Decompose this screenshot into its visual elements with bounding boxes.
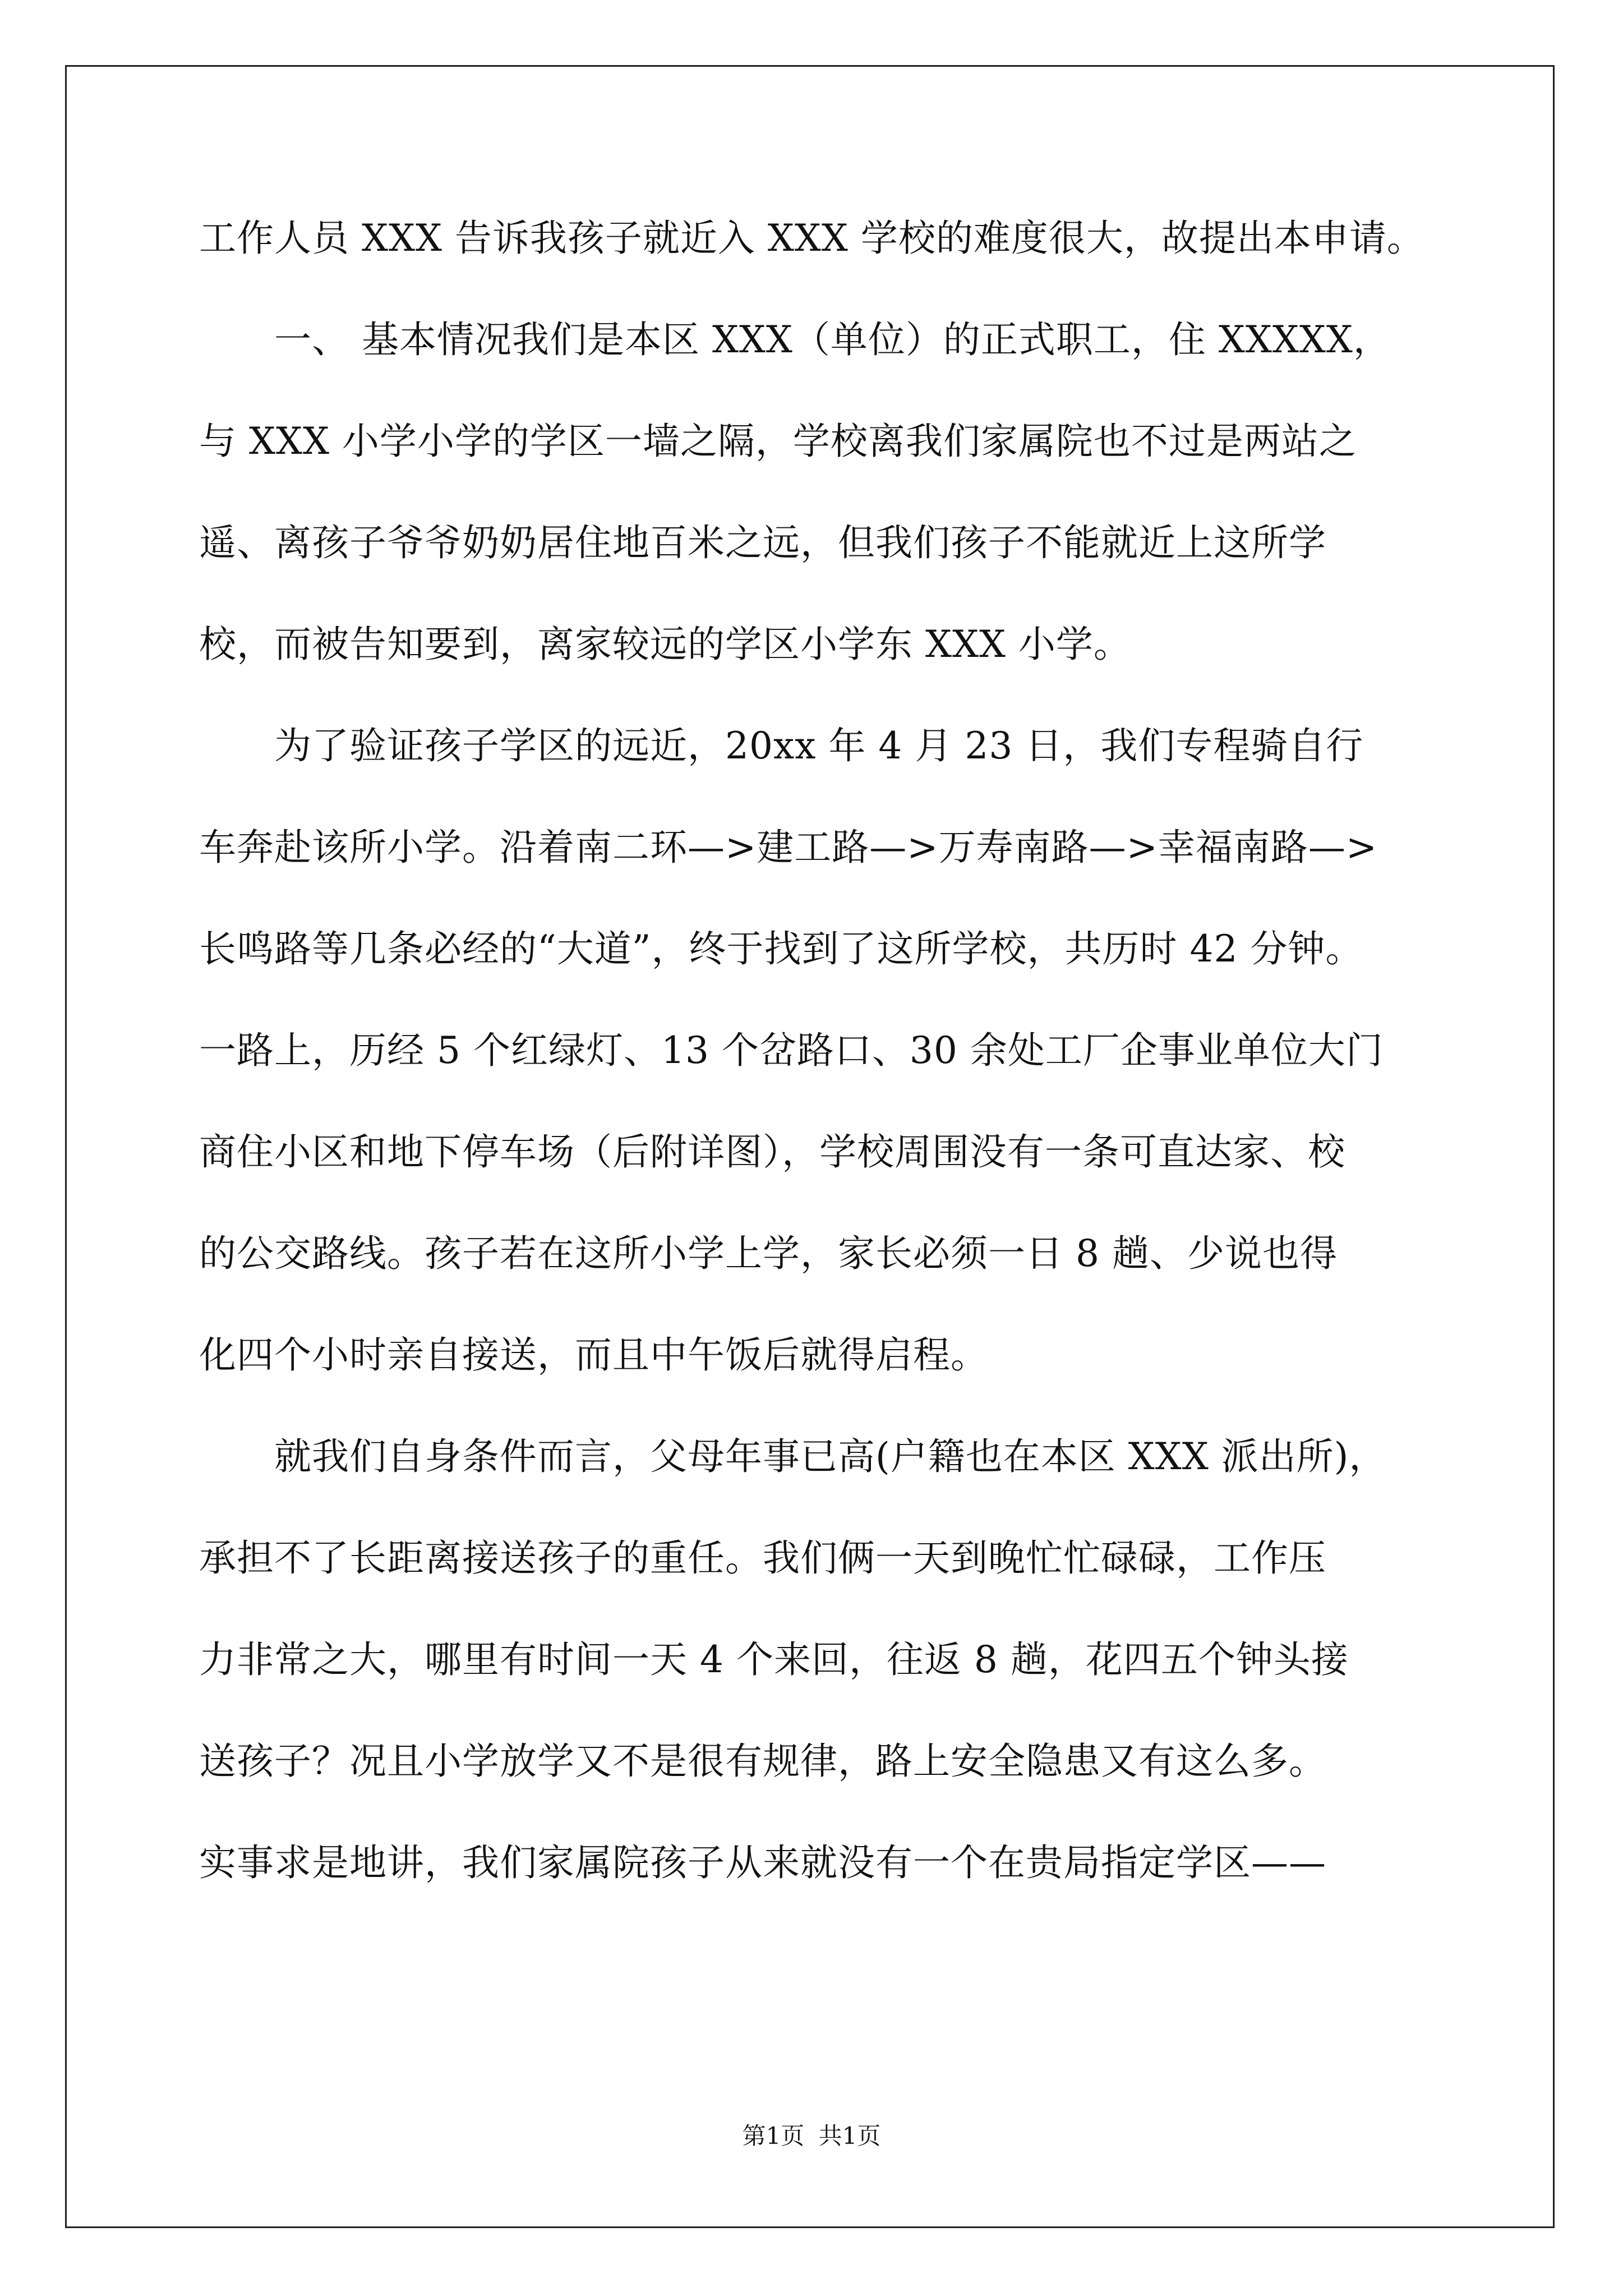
text-line: 的公交路线。孩子若在这所小学上学，家长必须一日 8 趟、少说也得 (199, 1232, 1338, 1275)
page-total: 共1页 (818, 2122, 881, 2150)
text-line: 长鸣路等几条必经的“大道”，终于找到了这所学校，共历时 42 分钟。 (199, 927, 1363, 970)
text-line: 商住小区和地下停车场（后附详图），学校周围没有一条可直达家、校 (199, 1130, 1345, 1174)
text-line: 车奔赴该所小学。沿着南二环—>建工路—>万寿南路—>幸福南路—> (199, 826, 1378, 869)
text-line: 就我们自身条件而言，父母年事已高(户籍也在本区 XXX 派出所)， (199, 1435, 1387, 1478)
text-line: 校，而被告知要到，离家较远的学区小学东 XXX 小学。 (199, 623, 1131, 666)
text-line: 遥、离孩子爷爷奶奶居住地百米之远，但我们孩子不能就近上这所学 (199, 521, 1326, 564)
text-line: 力非常之大，哪里有时间一天 4 个来回，往返 8 趟，花四五个钟头接 (199, 1638, 1349, 1681)
text-line: 承担不了长距离接送孩子的重任。我们俩一天到晚忙忙碌碌，工作压 (199, 1536, 1326, 1580)
text-line: 与 XXX 小学小学的学区一墙之隔，学校离我们家属院也不过是两站之 (199, 420, 1357, 463)
text-line: 送孩子？况且小学放学又不是很有规律，路上安全隐患又有这么多。 (199, 1740, 1326, 1783)
page-number: 第1页 (742, 2122, 805, 2150)
text-line: 一、 基本情况我们是本区 XXX（单位）的正式职工，住 XXXXX， (199, 318, 1391, 361)
text-line: 为了验证孩子学区的远近，20xx 年 4 月 23 日，我们专程骑自行 (199, 724, 1364, 767)
page-footer (0, 2119, 1623, 2153)
text-line: 化四个小时亲自接送，而且中午饭后就得启程。 (199, 1333, 988, 1377)
text-line: 一路上，历经 5 个红绿灯、13 个岔路口、30 余处工厂企事业单位大门 (199, 1029, 1384, 1072)
text-line: 实事求是地讲，我们家属院孩子从来就没有一个在贵局指定学区—— (199, 1841, 1326, 1884)
text-line: 工作人员 XXX 告诉我孩子就近入 XXX 学校的难度很大，故提出本申请。 (199, 217, 1424, 260)
